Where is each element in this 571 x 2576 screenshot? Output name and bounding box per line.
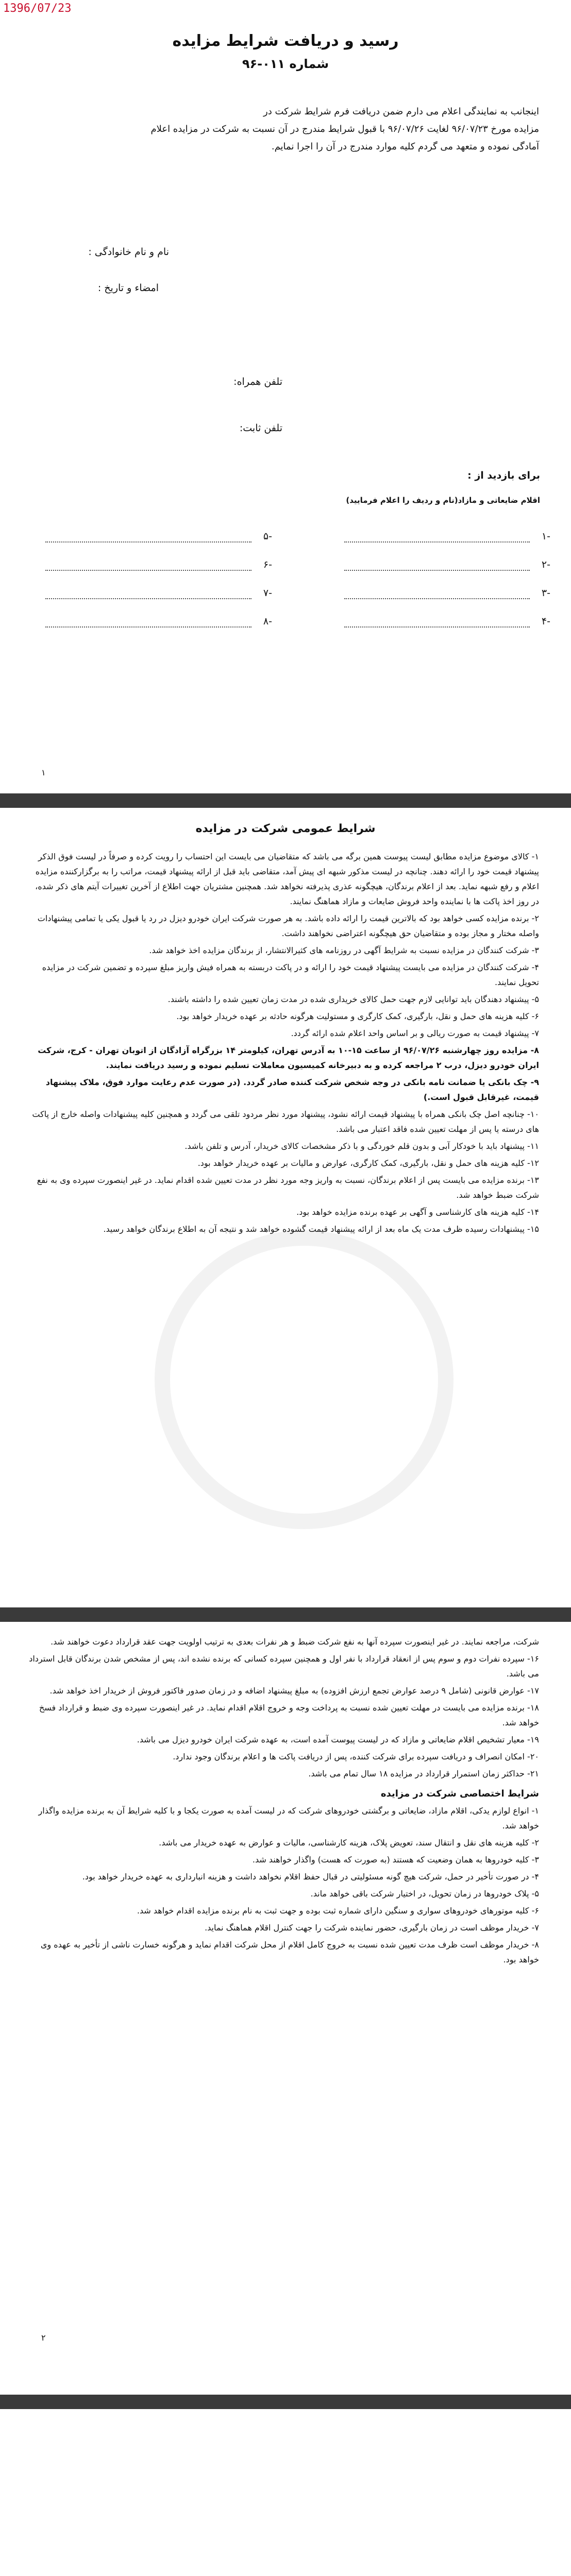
page-number-1: ۱ [41,768,46,777]
bid-heading: برای بازدید از : [467,470,540,481]
rule-item: ۱۸- برنده مزایده می بایست در مهلت تعیین شده نسبت به پرداخت وجه و خروج اقلام اقدام نماید. در غیر اینصورت سپرده وی ضبط و قرارداد فسخ خواهد شد. [39,1703,539,1727]
item-line-right-2[interactable] [344,569,530,571]
rule-item: ۹- چک بانکی یا ضمانت نامه بانکی در وجه شخص شرکت کننده صادر گردد. (در صورت عدم رعایت موارد فوق، ملاک پیشنهاد قیمت، غیرقابل قبول است.) [45,1077,539,1102]
special-rule-item: ۵- پلاک خودروها در زمان تحویل، در اختیار شرکت باقی خواهد ماند. [310,1889,539,1899]
rule-item: ۱۴- کلیه هزینه های کارشناسی و آگهی بر عهده برنده مزایده خواهد بود. [296,1207,539,1217]
rule-item: ۱- کالای موضوع مزایده مطابق لیست پیوست همین برگه می باشد که متقاضیان می بایست این احتساب را رویت کرده و صرفاً در لیست فوق الذکر پیشنهاد قیمت خود را ارائه دهند. چنانچه در لیست مذکور شبهه ای پیش آمد، متقاضی باید قبل از ارائه پیشنهاد قیمت، مراتب را به برگزارکننده مزایده اعلام و رفع شبهه نماید. بعد از اعلام برندگان، هیچگونه عذری پذیرفته نخواهد شد. همچنین مشتریان جهت اطلاع از آخرین تغییرات آیتم های ذکر شده، در روز اخذ پاکت ها با نماینده واحد فروش ضایعات و مازاد هماهنگ نمایند. [35,852,539,906]
page-2 [0,808,571,1607]
item-row-left-4: -۸ [263,616,272,627]
item-line-left-3[interactable] [45,598,251,599]
rule-item: ۱۳- برنده مزایده می بایست پس از اعلام برندگان، نسبت به واریز وجه مورد نظر در مدت تعیین شده اقدام نماید. در غیر اینصورت سپرده وی به نفع شرکت ضبط خواهد شد. [37,1175,539,1200]
rule-item: ۱۷- عوارض قانونی (شامل ۹ درصد عوارض تجمع ارزش افزوده) به مبلغ پیشنهاد اضافه و در زمان صدور فاکتور فروش از خریدار اخذ خواهد شد. [49,1686,539,1696]
rule-item: ۲۰- امکان انصراف و دریافت سپرده برای شرکت کننده، پس از دریافت پاکت ها و اعلام برندگان وجود ندارد. [173,1752,539,1761]
rule-item: ۴- شرکت کنندگان در مزایده می بایست پیشنهاد قیمت خود را ارائه و در پاکت دربسته به همراه فیش واریز مبلغ سپرده و تضمین شرکت در مزایده تحویل نمایند. [42,962,539,987]
intro-line-2: مزایده مورخ ۹۶/۰۷/۲۳ لغایت ۹۶/۰۷/۲۶ با قبول شرایط مندرج در آن نسبت به شرکت در مزایده اعلام [150,124,539,134]
page-separator-3 [0,2395,571,2409]
page-separator-2 [0,1607,571,1622]
signature-date-field[interactable]: امضاء و تاریخ : [97,282,159,294]
page-separator-1 [0,793,571,808]
page-4 [0,2409,571,2576]
rule-item: ۸- مزایده روز چهارشنبه ۹۶/۰۷/۲۶ از ساعت ۱۵-۱۰ به آدرس تهران، کیلومتر ۱۴ بزرگراه آزادگان از اتوبان تهران - کرج، شرکت ایران خودرو دیزل، درب ۲ مراجعه کرده و به دبیرخانه کمیسیون معاملات تسلیم نموده و رسید دریافت نمایند. [38,1045,539,1070]
rules-title: شرایط عمومی شرکت در مزایده [195,822,376,835]
rule-item: ۵- پیشنهاد دهندگان باید توانایی لازم جهت حمل کالای خریداری شده در مدت زمان تعیین شده را داشته باشند. [167,994,539,1004]
item-row-left-2: -۶ [263,559,272,570]
item-line-left-1[interactable] [45,541,251,543]
rule-item: ۲۱- حداکثر زمان استمرار قرارداد در مزایده ۱۸ سال تمام می باشد. [308,1769,539,1778]
rule-item: شرکت، مراجعه نمایند. در غیر اینصورت سپرده آنها به نفع شرکت ضبط و هر نفرات بعدی به ترتیب اولویت جهت عقد قرارداد دعوت خواهند شد. [51,1637,539,1647]
items-subheading: اقلام ضایعاتی و مازاد(نام و ردیف را اعلام فرمایید) [346,496,540,505]
special-rule-item: ۸- خریدار موظف است ظرف مدت تعیین شده نسبت به خروج کامل اقلام از محل شرکت اقدام نماید و هرگونه خسارت ناشی از تأخیر به عهده وی خواهد بود. [40,1940,539,1964]
name-field[interactable]: نام و نام خانوادگی : [88,246,169,258]
page-3 [0,1622,571,2395]
rule-item: ۱۵- پیشنهادات رسیده ظرف مدت یک ماه بعد از ارائه پیشنهاد قیمت گشوده خواهد شد و نتیجه آن به اطلاع برندگان خواهد رسید. [103,1224,539,1234]
item-row-left-1: -۵ [263,531,272,542]
form-title: رسید و دریافت شرایط مزایده [172,32,399,50]
item-line-left-2[interactable] [45,569,251,571]
special-rules-title: شرایط اختصاصی شرکت در مزایده [380,1788,539,1799]
general-rules-continued [29,1634,539,1969]
page-number-2: ۲ [41,2333,46,2343]
special-rule-item: ۴- در صورت تأخیر در حمل، شرکت هیچ گونه مسئولیتی در قبال حفظ اقلام نخواهد داشت و هزینه انبارداری به عهده خریدار خواهد بود. [82,1872,539,1882]
page-1 [0,0,571,793]
special-rule-item: ۱- انواع لوازم یدکی، اقلام مازاد، ضایعاتی و برگشتی خودروهای شرکت که در لیست آمده به صورت یکجا و با کلیه شرایط آن به برنده مزایده واگذار خواهد شد. [38,1806,539,1831]
item-row-left-3: -۷ [263,587,272,599]
form-number: شماره ۰۱۱-۹۶ [242,57,329,71]
intro-line-3: آمادگی نموده و متعهد می گردم کلیه موارد مندرج در آن را اجرا نمایم. [271,141,539,152]
special-rule-item: ۳- کلیه خودروها به همان وضعیت که هستند (به صورت که هست) واگذار خواهند شد. [252,1855,539,1865]
item-line-right-3[interactable] [344,598,530,599]
intro-text [29,103,539,156]
mobile-field[interactable]: تلفن همراه: [233,376,282,387]
intro-line-1: اینجانب به نمایندگی اعلام می دارم ضمن دریافت فرم شرایط شرکت در [263,106,539,117]
item-row-right-3: -۳ [541,587,550,599]
special-rule-item: ۷- خریدار موظف است در زمان بارگیری، حضور نماینده شرکت را جهت کنترل اقلام هماهنگ نماید. [205,1923,539,1933]
rule-item: ۲- برنده مزایده کسی خواهد بود که بالاترین قیمت را ارائه داده باشد. به هر صورت شرکت ایران خودرو دیزل در رد یا قبول یکی یا تمامی پیشنهادات واصله مختار و مجاز بوده و متقاضیان حق هیچگونه اعتراضی نخواهند داشت. [37,913,539,938]
landline-field[interactable]: تلفن ثابت: [239,422,282,434]
rule-item: ۷- پیشنهاد قیمت به صورت ریالی و بر اساس واحد اعلام شده ارائه گردد. [291,1028,539,1038]
item-line-left-4[interactable] [45,626,251,628]
item-line-right-4[interactable] [344,626,530,628]
watermark-logo [155,1230,454,1529]
rule-item: ۱۱- پیشنهاد باید با خودکار آبی و بدون قلم خوردگی و با ذکر مشخصات کالای خریدار، آدرس و تلفن باشد. [184,1141,539,1151]
rule-item: ۱۰- چنانچه اصل چک بانکی همراه با پیشنهاد قیمت ارائه نشود، پیشنهاد مورد نظر مردود تلقی می گردد و همچنین کلیه پیشنهادات واصله خارج از پاکت های درسته یا پس از مهلت تعیین شده فاقد اعتبار می باشد. [32,1109,539,1134]
item-line-right-1[interactable] [344,541,530,543]
rule-item: ۳- شرکت کنندگان در مزایده نسبت به شرایط آگهی در روزنامه های کثیرالانتشار، از برندگان مزایده اخذ خواهد شد. [149,945,539,955]
item-row-right-4: -۴ [541,616,550,627]
rule-item: ۱۶- سپرده نفرات دوم و سوم پس از انعقاد قرارداد با نفر اول و همچنین سپرده کسانی که برنده نشده اند، پس از مشخص شدن برندگان قابل استرداد می باشد. [29,1654,539,1679]
general-rules [29,849,539,1239]
date-stamp: 1396/07/23 [3,2,72,15]
item-row-right-2: -۲ [541,559,550,570]
rule-item: ۱۹- معیار تشخیص اقلام ضایعاتی و مازاد که در لیست پیوست آمده است، به عهده شرکت ایران خودرو دیزل می باشد. [137,1735,539,1744]
item-row-right-1: -۱ [541,531,550,542]
rule-item: ۱۲- کلیه هزینه های حمل و نقل، بارگیری، کمک کارگری، عوارض و مالیات بر عهده خریدار خواهد بود. [197,1158,539,1168]
special-rule-item: ۶- کلیه موتورهای خودروهای سواری و سنگین دارای شماره ثبت بوده و جهت ثبت به نام برنده مزایده اقدام خواهد شد. [137,1906,539,1916]
special-rule-item: ۲- کلیه هزینه های نقل و انتقال سند، تعویض پلاک، هزینه کارشناسی، مالیات و عوارض به عهده خریدار می باشد. [159,1838,539,1848]
rule-item: ۶- کلیه هزینه های حمل و نقل، بارگیری، کمک کارگری و مستولیت هرگونه حادثه بر عهده خریدار خواهد بود. [176,1011,539,1021]
